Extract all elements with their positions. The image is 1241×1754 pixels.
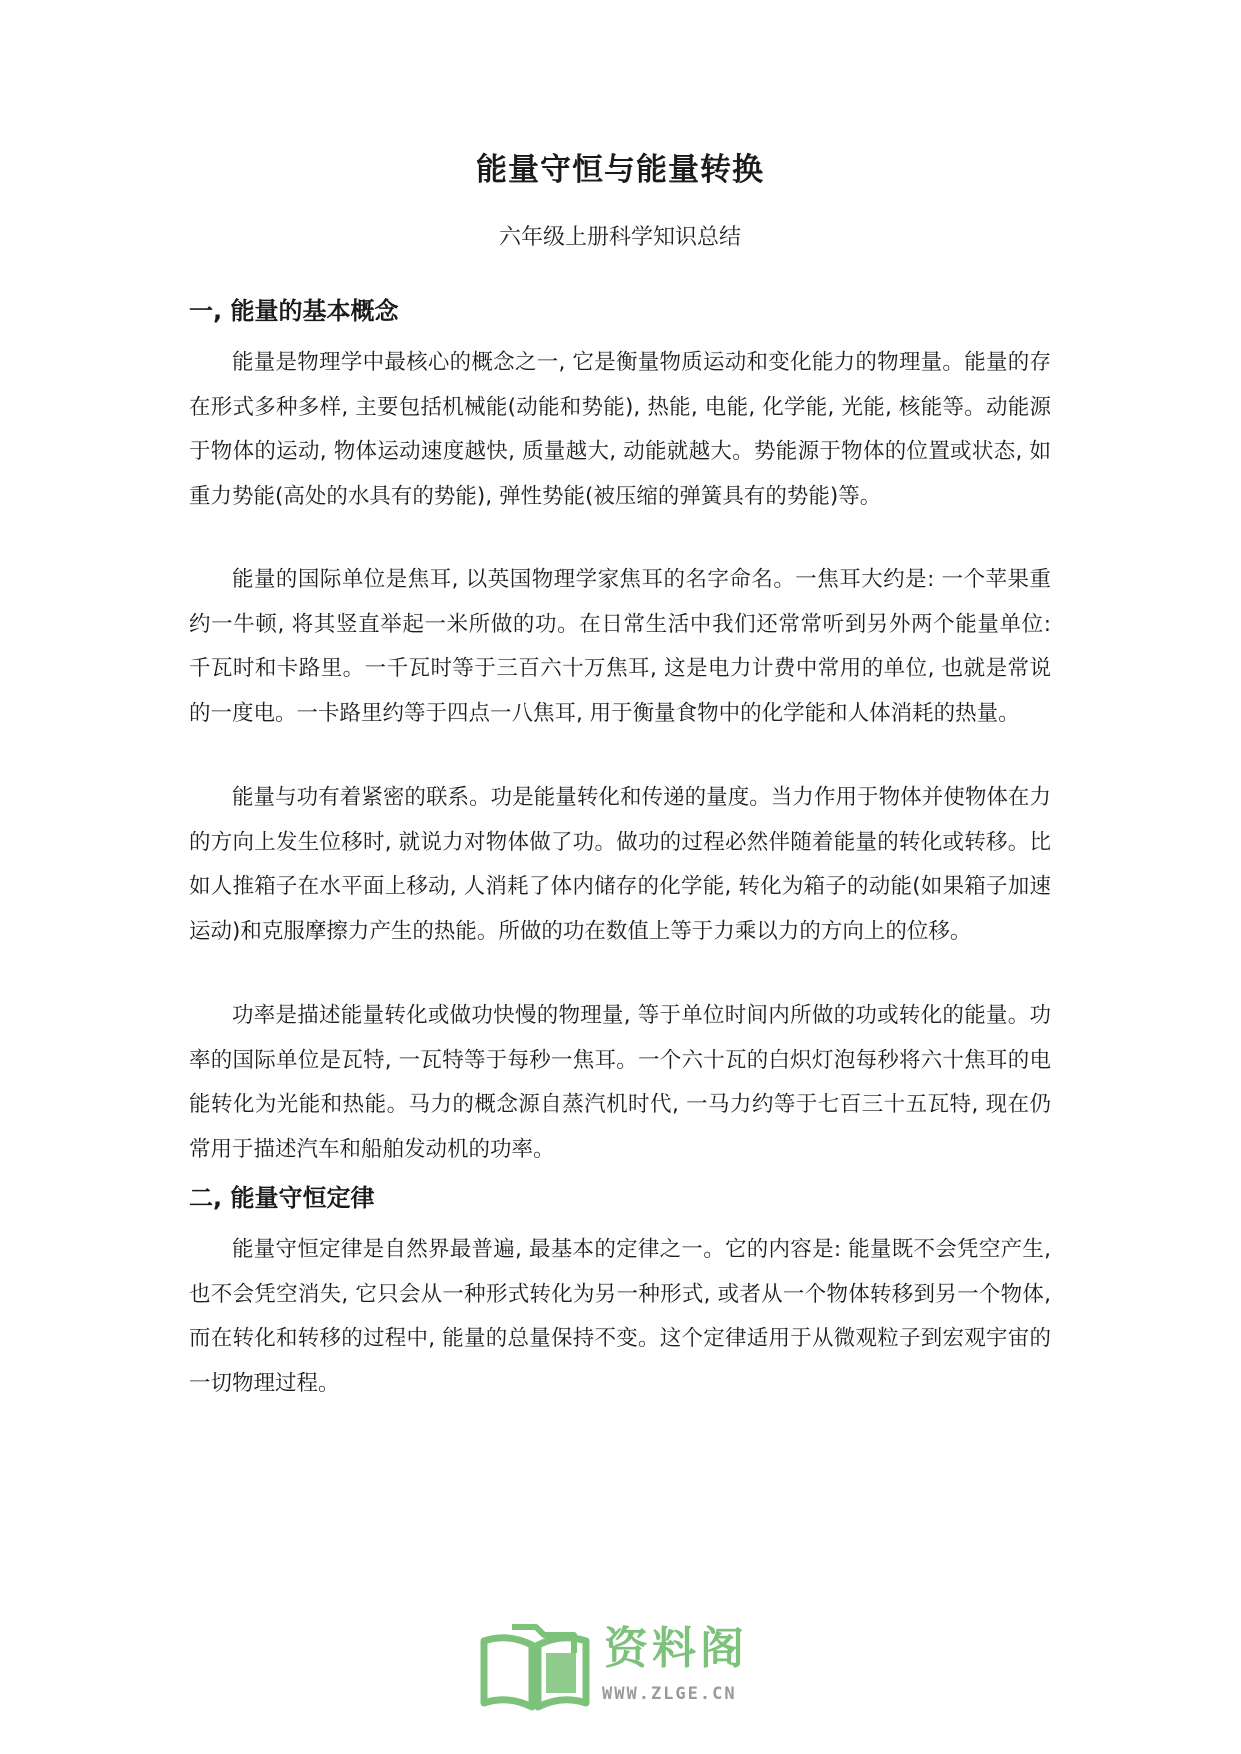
paragraph: 能量是物理学中最核心的概念之一, 它是衡量物质运动和变化能力的物理量。能量的存在形式多种多样, 主要包括机械能(动能和势能), 热能, 电能, 化学能, 光能, 核能等。动能源于物体的运动, 物体运动速度越快, 质量越大, 动能就越大。势能源于物体的位置或状态, 如重力势能(高处的水具有的势能), 弹性势能(被压缩的弹簧具有的势能)等。 <box>189 350 1051 509</box>
watermark-logo-url: WWW.ZLGE.CN <box>602 1684 737 1704</box>
watermark-logo <box>478 1617 768 1717</box>
section-heading-basic-concepts: 一, 能量的基本概念 <box>189 297 399 325</box>
open-book-icon <box>478 1623 596 1711</box>
watermark-logo-text: 资料阁 <box>604 1623 748 1674</box>
paragraph: 功率是描述能量转化或做功快慢的物理量, 等于单位时间内所做的功或转化的能量。功率的国际单位是瓦特, 一瓦特等于每秒一焦耳。一个六十瓦的白炽灯泡每秒将六十焦耳的电能转化为光能和热能。马力的概念源自蒸汽机时代, 一马力约等于七百三十五瓦特, 现在仍常用于描述汽车和船舶发动机的功率。 <box>189 1003 1051 1162</box>
paragraph: 能量守恒定律是自然界最普遍, 最基本的定律之一。它的内容是: 能量既不会凭空产生, 也不会凭空消失, 它只会从一种形式转化为另一种形式, 或者从一个物体转移到另一个物体, 而在转化和转移的过程中, 能量的总量保持不变。这个定律适用于从微观粒子到宏观宇宙的一切物理过程。 <box>189 1237 1051 1396</box>
page-subtitle: 六年级上册科学知识总结 <box>498 225 741 250</box>
page-title: 能量守恒与能量转换 <box>476 152 764 188</box>
section-heading-conservation-law: 二, 能量守恒定律 <box>189 1184 375 1212</box>
paragraph: 能量的国际单位是焦耳, 以英国物理学家焦耳的名字命名。一焦耳大约是: 一个苹果重约一牛顿, 将其竖直举起一米所做的功。在日常生活中我们还常常听到另外两个能量单位: 千瓦时和卡路里。一千瓦时等于三百六十万焦耳, 这是电力计费中常用的单位, 也就是常说的一度电。一卡路里约等于四点一八焦耳, 用于衡量食物中的化学能和人体消耗的热量。 <box>189 567 1051 726</box>
paragraph: 能量与功有着紧密的联系。功是能量转化和传递的量度。当力作用于物体并使物体在力的方向上发生位移时, 就说力对物体做了功。做功的过程必然伴随着能量的转化或转移。比如人推箱子在水平面上移动, 人消耗了体内储存的化学能, 转化为箱子的动能(如果箱子加速运动)和克服摩擦力产生的热能。所做的功在数值上等于力乘以力的方向上的位移。 <box>189 785 1051 944</box>
